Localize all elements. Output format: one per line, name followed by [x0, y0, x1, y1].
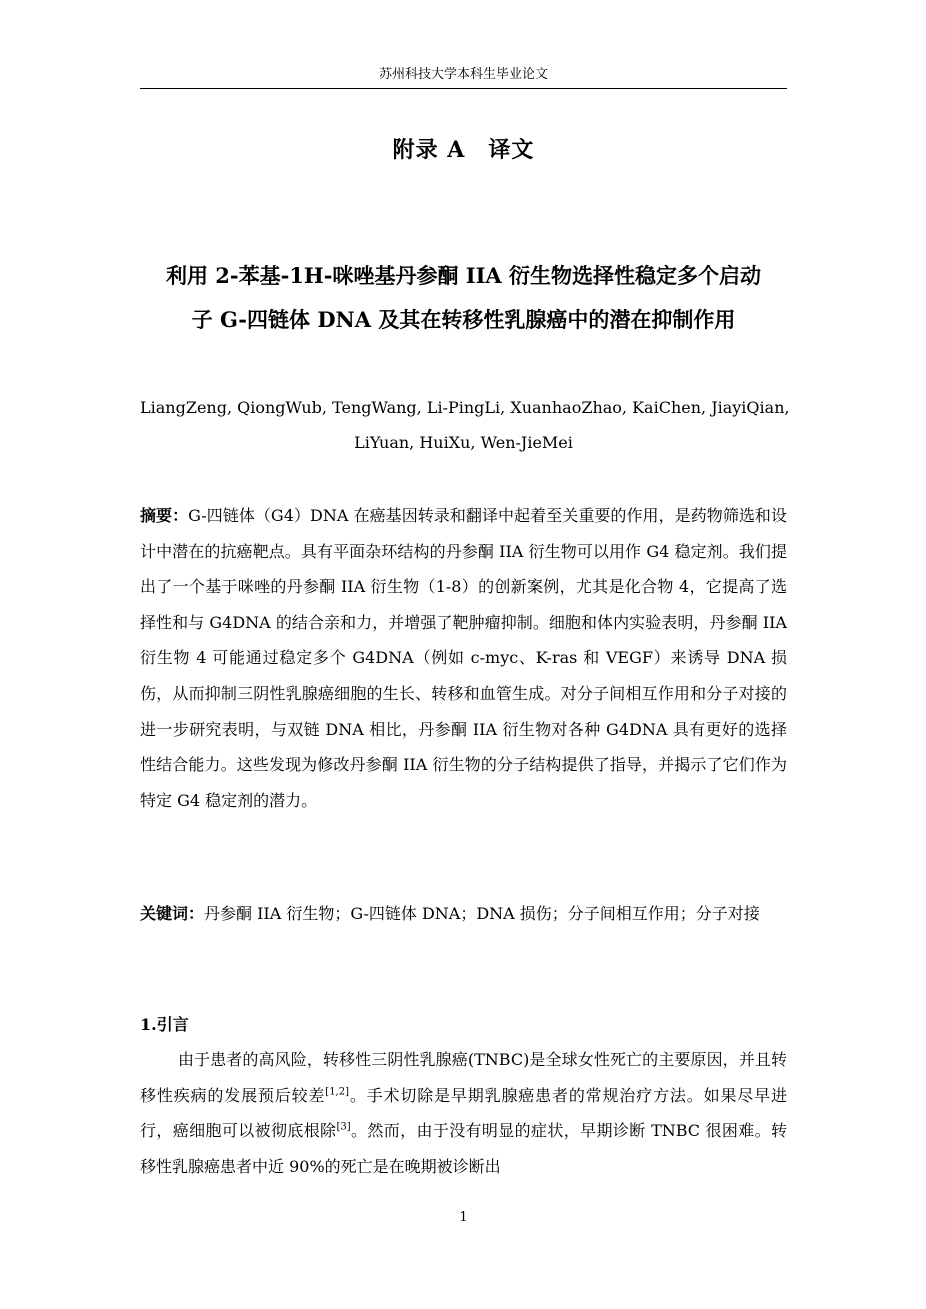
keywords-text: 丹参酮 IIA 衍生物；G-四链体 DNA；DNA 损伤；分子间相互作用；分子对接 [204, 904, 760, 923]
citation-2: [3] [336, 1121, 351, 1133]
intro-text-part-1: 由于患者的高风险，转移性三阴性乳腺癌(TNBC)是全球女性死亡的主要原因，并且转移性疾病的发展预后较差 [140, 1050, 787, 1105]
paper-title [140, 254, 787, 342]
intro-text-part-2: 。手术切除是早期乳腺癌患者的常规治疗方法。如果尽早进行，癌细胞可以被彻底根除 [140, 1085, 787, 1141]
section-heading-introduction: 1.引言 [140, 1015, 189, 1034]
page-number: 1 [459, 1210, 468, 1225]
intro-text-part-3: 。然而，由于没有明显的症状，早期诊断 TNBC 很困难。转移性乳腺癌患者中近 90%的死亡是在晚期被诊断出 [140, 1121, 787, 1176]
introduction-paragraph [140, 1042, 787, 1184]
keywords-label: 关键词： [140, 904, 205, 923]
citation-1: [1,2] [325, 1086, 350, 1098]
abstract-label: 摘要： [140, 506, 189, 525]
abstract [140, 498, 787, 818]
paper-title-line-2: 子 G-四链体 DNA 及其在转移性乳腺癌中的潜在抑制作用 [191, 307, 736, 332]
appendix-title: 附录 A 译文 [392, 137, 535, 163]
author-list [140, 390, 790, 460]
running-header-text: 苏州科技大学本科生毕业论文 [378, 67, 548, 82]
running-header [140, 62, 787, 89]
paper-title-line-1: 利用 2-苯基-1H-咪唑基丹参酮 IIA 衍生物选择性稳定多个启动 [165, 263, 762, 288]
keywords [140, 896, 787, 932]
abstract-text: G-四链体（G4）DNA 在癌基因转录和翻译中起着至关重要的作用，是药物筛选和设计中潜在的抗癌靶点。具有平面杂环结构的丹参酮 IIA 衍生物可以用作 G4 稳定剂。我们提出了一个基于咪唑的丹参酮 IIA 衍生物（1-8）的创新案例，尤其是化合物 4，它提高了选择性和与 G4DNA 的结合亲和力，并增强了靶肿瘤抑制。细胞和体内实验表明，丹参酮 IIA 衍生物 4 可能通过稳定多个 G4DNA（例如 c-myc、K-ras 和 VEGF）来诱导 DNA 损伤，从而抑制三阴性乳腺癌细胞的生长、转移和血管生成。对分子间相互作用和分子对接的进一步研究表明，与双链 DNA 相比，丹参酮 IIA 衍生物对各种 G4DNA 具有更好的选择性结合能力。这些发现为修改丹参酮 IIA 衍生物的分子结构提供了指导，并揭示了它们作为特定 G4 稳定剂的潜力。 [140, 506, 787, 810]
author-list-line-1: LiangZeng, QiongWub, TengWang, Li-PingLi, XuanhaoZhao, KaiChen, JiayiQian, [140, 398, 790, 417]
author-list-line-2: LiYuan, HuiXu, Wen-JieMei [354, 433, 573, 452]
